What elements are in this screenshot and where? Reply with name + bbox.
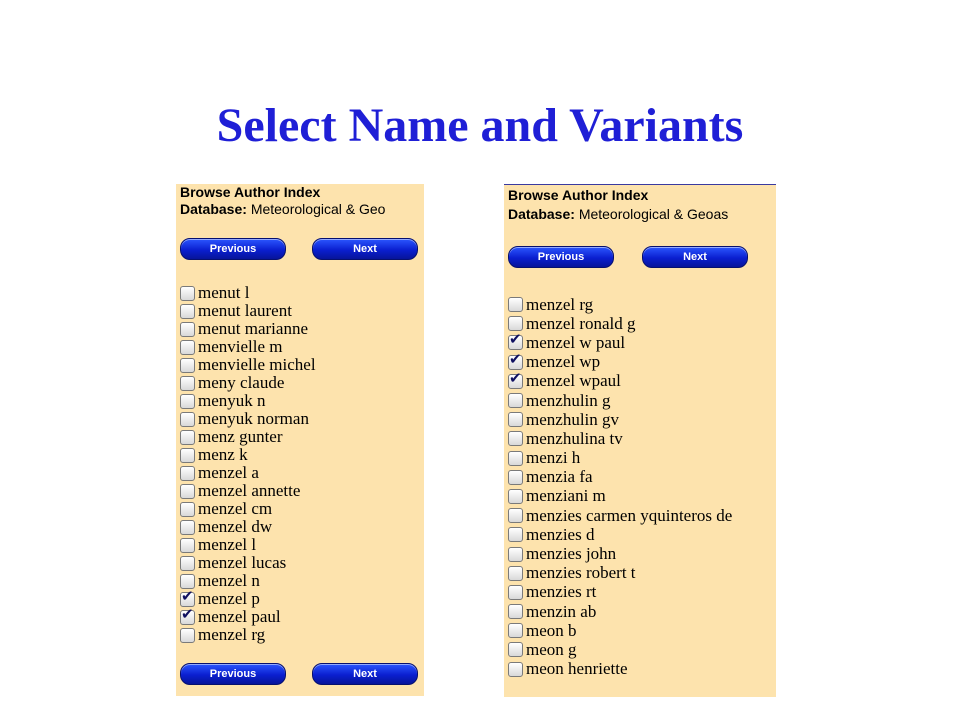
author-name: menzel a [198,463,259,482]
checkbox[interactable] [180,286,195,301]
checkbox[interactable] [180,556,195,571]
author-list-item [180,446,316,464]
checkbox[interactable] [180,502,195,517]
author-list-item [180,338,316,356]
checkbox[interactable] [180,412,195,427]
author-list-item [508,391,732,410]
author-name: meny claude [198,373,285,392]
panel-header-text: Browse Author Index [180,184,321,200]
checkbox[interactable] [180,448,195,463]
author-list-item [180,320,316,338]
checkbox[interactable] [180,484,195,499]
author-list-item [508,410,732,429]
checkbox[interactable] [180,394,195,409]
author-name: menzel rg [198,625,266,644]
checkbox[interactable] [508,393,523,408]
checkbox[interactable] [180,628,195,643]
author-name: menzel wpaul [526,371,621,391]
author-name: menzel l [198,535,257,554]
author-name: menzel cm [198,499,273,518]
author-list [508,295,732,679]
author-list-item [508,525,732,544]
author-name: menzies rt [526,582,597,602]
panel-header [508,187,648,203]
author-list-item [508,640,732,659]
author-list-item [508,295,732,314]
author-list-item [180,500,316,518]
author-list-item [180,572,316,590]
database-value: Meteorological & Geo [250,201,386,217]
author-list-item [508,333,732,352]
author-name: menyuk n [198,391,266,410]
checkbox[interactable] [508,623,523,638]
author-list-item [180,608,316,626]
checkbox-checked[interactable] [508,374,523,389]
previous-button[interactable]: Previous [508,246,614,268]
author-list-item [508,564,732,583]
author-name: menvielle m [198,337,283,356]
author-list-item [508,468,732,487]
checkbox[interactable] [180,538,195,553]
database-value: Meteorological & Geoas [578,206,729,222]
author-name: menzel dw [198,517,273,536]
author-name: menzel rg [526,294,594,314]
checkbox[interactable] [508,297,523,312]
previous-button[interactable]: Previous [180,238,286,260]
author-name: menvielle michel [198,355,316,374]
author-list-item [508,314,732,333]
author-name: menzel p [198,589,260,608]
author-list-item [508,372,732,391]
author-name: meon b [526,620,577,640]
author-list-item [508,429,732,448]
author-name: menzia fa [526,467,593,487]
author-list-item [180,284,316,302]
author-name: menzi h [526,448,581,468]
author-list-item [508,506,732,525]
author-name: menzel annette [198,481,301,500]
author-name: menzel w paul [526,332,626,352]
author-index-panel-right [504,184,776,697]
author-list-item [180,392,316,410]
author-list-item [180,518,316,536]
author-list-item [180,554,316,572]
checkbox[interactable] [180,304,195,319]
panel-header-text: Browse Author Index [508,187,649,203]
author-list-item [508,487,732,506]
database-label: Database: [508,206,575,222]
checkbox[interactable] [180,322,195,337]
checkbox[interactable] [508,662,523,677]
author-name: menzel paul [198,607,281,626]
checkbox[interactable] [508,470,523,485]
checkbox[interactable] [508,642,523,657]
author-name: menzel wp [526,352,601,372]
author-name: menzhulin g [526,390,611,410]
author-list-item [508,602,732,621]
author-name: menzhulina tv [526,428,623,448]
author-name: menut laurent [198,301,292,320]
author-name: menzel ronald g [526,313,636,333]
author-name: menz gunter [198,427,283,446]
database-label: Database: [180,201,247,217]
checkbox-checked[interactable] [508,335,523,350]
checkbox[interactable] [180,340,195,355]
author-list-item [180,626,316,644]
author-name: menz k [198,445,248,464]
author-list-item [508,544,732,563]
next-button[interactable]: Next [312,238,418,260]
author-list [180,284,316,644]
author-name: menziani m [526,486,606,506]
author-list-item [508,583,732,602]
checkbox[interactable] [508,412,523,427]
author-name: menzies robert t [526,563,636,583]
checkbox[interactable] [508,566,523,581]
database-line [508,206,728,222]
checkbox[interactable] [508,547,523,562]
checkbox[interactable] [180,358,195,373]
checkbox[interactable] [508,431,523,446]
author-name: menzin ab [526,601,597,621]
author-name: meon g [526,639,577,659]
author-list-item [180,374,316,392]
author-list-item [508,449,732,468]
author-list-item [508,353,732,372]
author-name: menzel lucas [198,553,287,572]
checkbox[interactable] [508,585,523,600]
checkbox[interactable] [180,520,195,535]
author-list-item [180,410,316,428]
checkbox[interactable] [508,316,523,331]
author-list-item [180,464,316,482]
author-name: menut l [198,283,250,302]
checkbox-checked[interactable] [180,610,195,625]
author-name: menzies john [526,544,617,564]
author-list-item [508,621,732,640]
checkbox-checked[interactable] [508,355,523,370]
checkbox[interactable] [508,489,523,504]
author-list-item [508,660,732,679]
author-list-item [180,482,316,500]
author-name: menzies d [526,524,595,544]
author-name: menyuk norman [198,409,309,428]
author-name: menut marianne [198,319,308,338]
author-list-item [180,302,316,320]
author-name: menzhulin gv [526,409,620,429]
author-name: menzies carmen yquinteros de [526,505,733,525]
author-list-item [180,356,316,374]
checkbox[interactable] [180,466,195,481]
author-index-panel-left [176,184,424,696]
checkbox[interactable] [508,527,523,542]
slide-title: Select Name and Variants [216,99,744,152]
next-button[interactable]: Next [642,246,748,268]
author-list-item [180,428,316,446]
panel-header [180,184,320,200]
author-name: menzel n [198,571,260,590]
author-name: meon henriette [526,659,628,679]
next-button-bottom[interactable]: Next [312,663,418,685]
author-list-item [180,590,316,608]
author-list-item [180,536,316,554]
previous-button-bottom[interactable]: Previous [180,663,286,685]
checkbox[interactable] [180,430,195,445]
database-line [180,201,385,217]
checkbox[interactable] [180,376,195,391]
checkbox[interactable] [508,451,523,466]
checkbox[interactable] [508,604,523,619]
checkbox[interactable] [508,508,523,523]
